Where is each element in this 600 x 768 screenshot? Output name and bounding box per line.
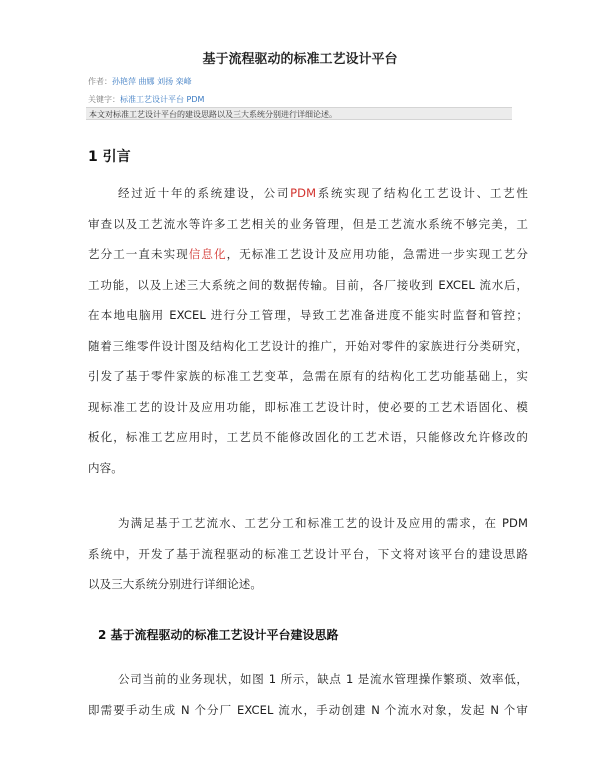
section-1-paragraph-1 xyxy=(88,178,528,483)
keywords-row xyxy=(88,94,204,105)
section-2-heading: 2 基于流程驱动的标准工艺设计平台建设思路 xyxy=(98,628,339,642)
paragraph-line xyxy=(88,239,528,270)
paragraph-line: 引发了基于零件家族的标准工艺变革，急需在原有的结构化工艺功能基础上，实 xyxy=(88,369,528,383)
paragraph-line: 随着三维零件设计图及结构化工艺设计的推广，开始对零件的家族进行分类研究， xyxy=(88,338,528,353)
paragraph-line: 以及三大系统分别进行详细论述。 xyxy=(88,577,262,591)
text-segment: 艺分工一直未实现 xyxy=(88,247,189,261)
highlight-informatization[interactable]: 信息化 xyxy=(188,247,227,261)
keywords-value[interactable]: 标准工艺设计平台 PDM xyxy=(120,95,205,104)
highlight-pdm[interactable]: PDM xyxy=(290,186,317,200)
page-title: 基于流程驱动的标准工艺设计平台 xyxy=(202,52,398,67)
paragraph-line: 内容。 xyxy=(88,460,123,475)
paragraph-line: 工功能，以及上述三大系统之间的数据传输。目前，各厂接收到 EXCEL 流水后， xyxy=(88,277,528,292)
text-segment: ，无标准工艺设计及应用功能，急需进一步实现工艺分 xyxy=(226,247,528,261)
text-segment: 系统实现了结构化工艺设计、工艺性 xyxy=(316,186,528,200)
authors-label: 作者： xyxy=(88,77,112,86)
paragraph-line: 板化，标准工艺应用时，工艺员不能修改固化的工艺术语，只能修改允许修改的 xyxy=(88,430,528,444)
paragraph-line: 系统中，开发了基于流程驱动的标准工艺设计平台，下文将对该平台的建设思路 xyxy=(88,546,528,561)
authors-row xyxy=(88,76,192,87)
keywords-label: 关键字： xyxy=(88,95,120,104)
text-segment: 经过近十年的系统建设，公司 xyxy=(118,186,291,200)
paragraph-line: 审查以及工艺流水等许多工艺相关的业务管理，但是工艺流水系统不够完美，工 xyxy=(88,216,528,231)
section-1-heading: 1 引言 xyxy=(88,149,131,165)
paragraph-line xyxy=(88,178,528,209)
section-1-paragraph-2 xyxy=(88,508,528,600)
paragraph-line: 即需要手动生成 N 个分厂 EXCEL 流水，手动创建 N 个流水对象，发起 N 个审 xyxy=(88,702,528,717)
paragraph-line: 为满足基于工艺流水、工艺分工和标准工艺的设计及应用的需求，在 PDM xyxy=(118,516,528,530)
paragraph-line: 在本地电脑用 EXCEL 进行分工管理，导致工艺准备进度不能实时监督和管控； xyxy=(88,308,528,322)
paragraph-line: 现标准工艺的设计及应用功能，即标准工艺设计时，使必要的工艺术语固化、模 xyxy=(88,399,528,414)
paragraph-line: 公司当前的业务现状，如图 1 所示，缺点 1 是流水管理操作繁琐、效率低， xyxy=(118,672,528,686)
abstract-bar: 本文对标准工艺设计平台的建设思路以及三大系统分别进行详细论述。 xyxy=(86,107,512,120)
authors-value[interactable]: 孙艳萍 曲娜 刘扬 栾峰 xyxy=(112,77,192,86)
section-2-paragraph-1 xyxy=(88,664,528,725)
